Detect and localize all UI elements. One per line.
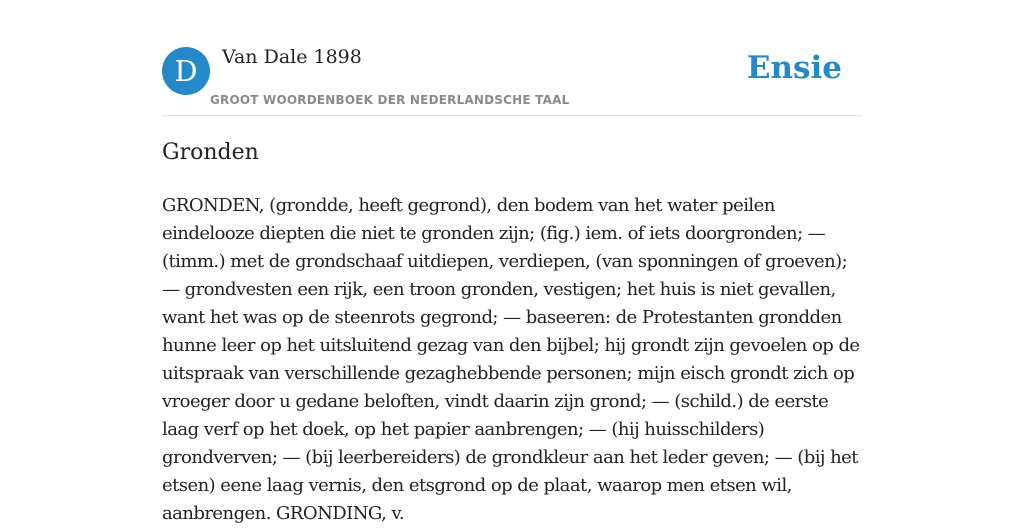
definition-line: uitspraak van verschillende gezaghebbende personen; mijn eisch grondt zich op (162, 363, 855, 384)
definition-line: grondverven; — (bij leerbereiders) de grondkleur aan het leder geven; — (bij het (162, 447, 858, 468)
entry-definition (162, 192, 862, 528)
dictionary-header (162, 0, 862, 116)
dictionary-logo[interactable]: D (162, 47, 210, 95)
definition-line: eindelooze diepten die niet te gronden zijn; (fig.) iem. of iets doorgronden; — (162, 223, 826, 244)
definition-line: GRONDEN, (grondde, heeft gegrond), den bodem van het water peilen (162, 195, 775, 216)
ensie-logo[interactable]: Ensie (746, 50, 842, 86)
definition-line: vroeger door u gedane beloften, vindt daarin zijn grond; — (schild.) de eerste (162, 391, 829, 412)
definition-line: laag verf op het doek, op het papier aanbrengen; — (hij huisschilders) (162, 419, 765, 440)
definition-line: — grondvesten een rijk, een troon gronden, vestigen; het huis is niet gevallen, (162, 279, 836, 300)
dictionary-title[interactable]: Van Dale 1898 (222, 46, 362, 68)
entry-heading: Gronden (162, 140, 259, 165)
definition-line: (timm.) met de grondschaaf uitdiepen, verdiepen, (van sponningen of groeven); (162, 251, 848, 272)
definition-line: want het was op de steenrots gegrond; — baseeren: de Protestanten grondden (162, 307, 842, 328)
page (162, 0, 862, 524)
definition-line: hunne leer op het uitsluitend gezag van den bijbel; hij grondt zijn gevoelen op de (162, 335, 860, 356)
definition-line: aanbrengen. GRONDING, v. (162, 503, 405, 524)
definition-line: etsen) eene laag vernis, den etsgrond op de plaat, waarop men etsen wil, (162, 475, 792, 496)
dictionary-subtitle: GROOT WOORDENBOEK DER NEDERLANDSCHE TAAL (210, 93, 570, 107)
